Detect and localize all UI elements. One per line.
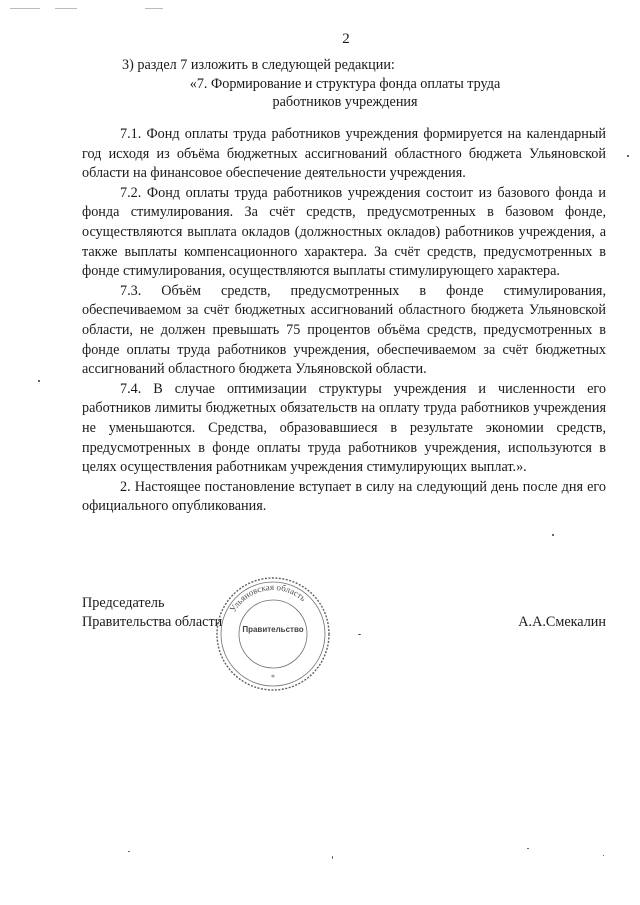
paragraph-7-3: 7.3. Объём средств, предусмотренных в фонде стимулирования, обеспечиваемом за счёт бюджетных ассигнований областного бюджета Ульяновской области, не должен превышать 75 процентов объёма средств, предусмотренных в фонде оплаты труда работников учреждения, обеспечиваемом за счёт бюджетных ассигнований областного бюджета Ульяновской области. xyxy=(82,282,606,378)
stamp-ring-text: Ульяновская область xyxy=(227,581,309,614)
scan-artifact-line xyxy=(145,8,163,9)
amendment-intro: 3) раздел 7 изложить в следующей редакции: xyxy=(122,57,395,73)
section-heading-line-1: «7. Формирование и структура фонда оплаты труда xyxy=(189,76,501,92)
signatory-name: А.А.Смекалин xyxy=(518,614,606,630)
stamp-center-text: Правительство xyxy=(242,625,304,634)
paragraph-2-effective-date: 2. Настоящее постановление вступает в силу на следующий день после дня его официального опубликования. xyxy=(82,478,606,515)
section-heading xyxy=(150,75,540,111)
page-number: 2 xyxy=(342,31,350,47)
scan-speck xyxy=(38,380,40,382)
section-heading-line-2: работников учреждения xyxy=(272,94,418,110)
document-body xyxy=(82,125,606,517)
official-stamp xyxy=(214,575,332,693)
scan-speck xyxy=(627,155,629,157)
svg-text:*: * xyxy=(271,673,275,682)
scan-speck xyxy=(332,856,333,859)
signatory-title-line-1: Председатель xyxy=(82,595,165,611)
scan-speck xyxy=(552,534,554,536)
scan-speck xyxy=(527,848,529,849)
scan-speck xyxy=(128,851,130,852)
scan-artifact-line xyxy=(10,8,40,9)
paragraph-7-2: 7.2. Фонд оплаты труда работников учреждения состоит из базового фонда и фонда стимулирования. За счёт средств, предусмотренных в базовом фонде, осуществляются выплата окладов (должностных окладов) работников учреждения, а также выплаты компенсационного характера. За счёт средств, предусмотренных в фонде стимулирования, осуществляются выплаты стимулирующего характера. xyxy=(82,184,606,280)
stamp-graphic xyxy=(214,575,332,693)
scan-artifact-line xyxy=(55,8,77,9)
scan-speck xyxy=(358,634,361,635)
signatory-title-line-2: Правительства области xyxy=(82,614,223,630)
paragraph-7-4: 7.4. В случае оптимизации структуры учреждения и численности его работников лимиты бюджетных обязательств на оплату труда работников учреждения не уменьшаются. Средства, образовавшиеся в результате экономии средств, предусмотренных в фонде оплаты труда работников учреждения, используются в целях осуществления работникам учреждения стимулирующих выплат.». xyxy=(82,380,606,476)
paragraph-7-1: 7.1. Фонд оплаты труда работников учреждения формируется на календарный год исходя из объёма бюджетных ассигнований областного бюджета Ульяновской области на финансовое обеспечение деятельности учреждения. xyxy=(82,126,606,182)
scan-speck xyxy=(603,855,604,856)
